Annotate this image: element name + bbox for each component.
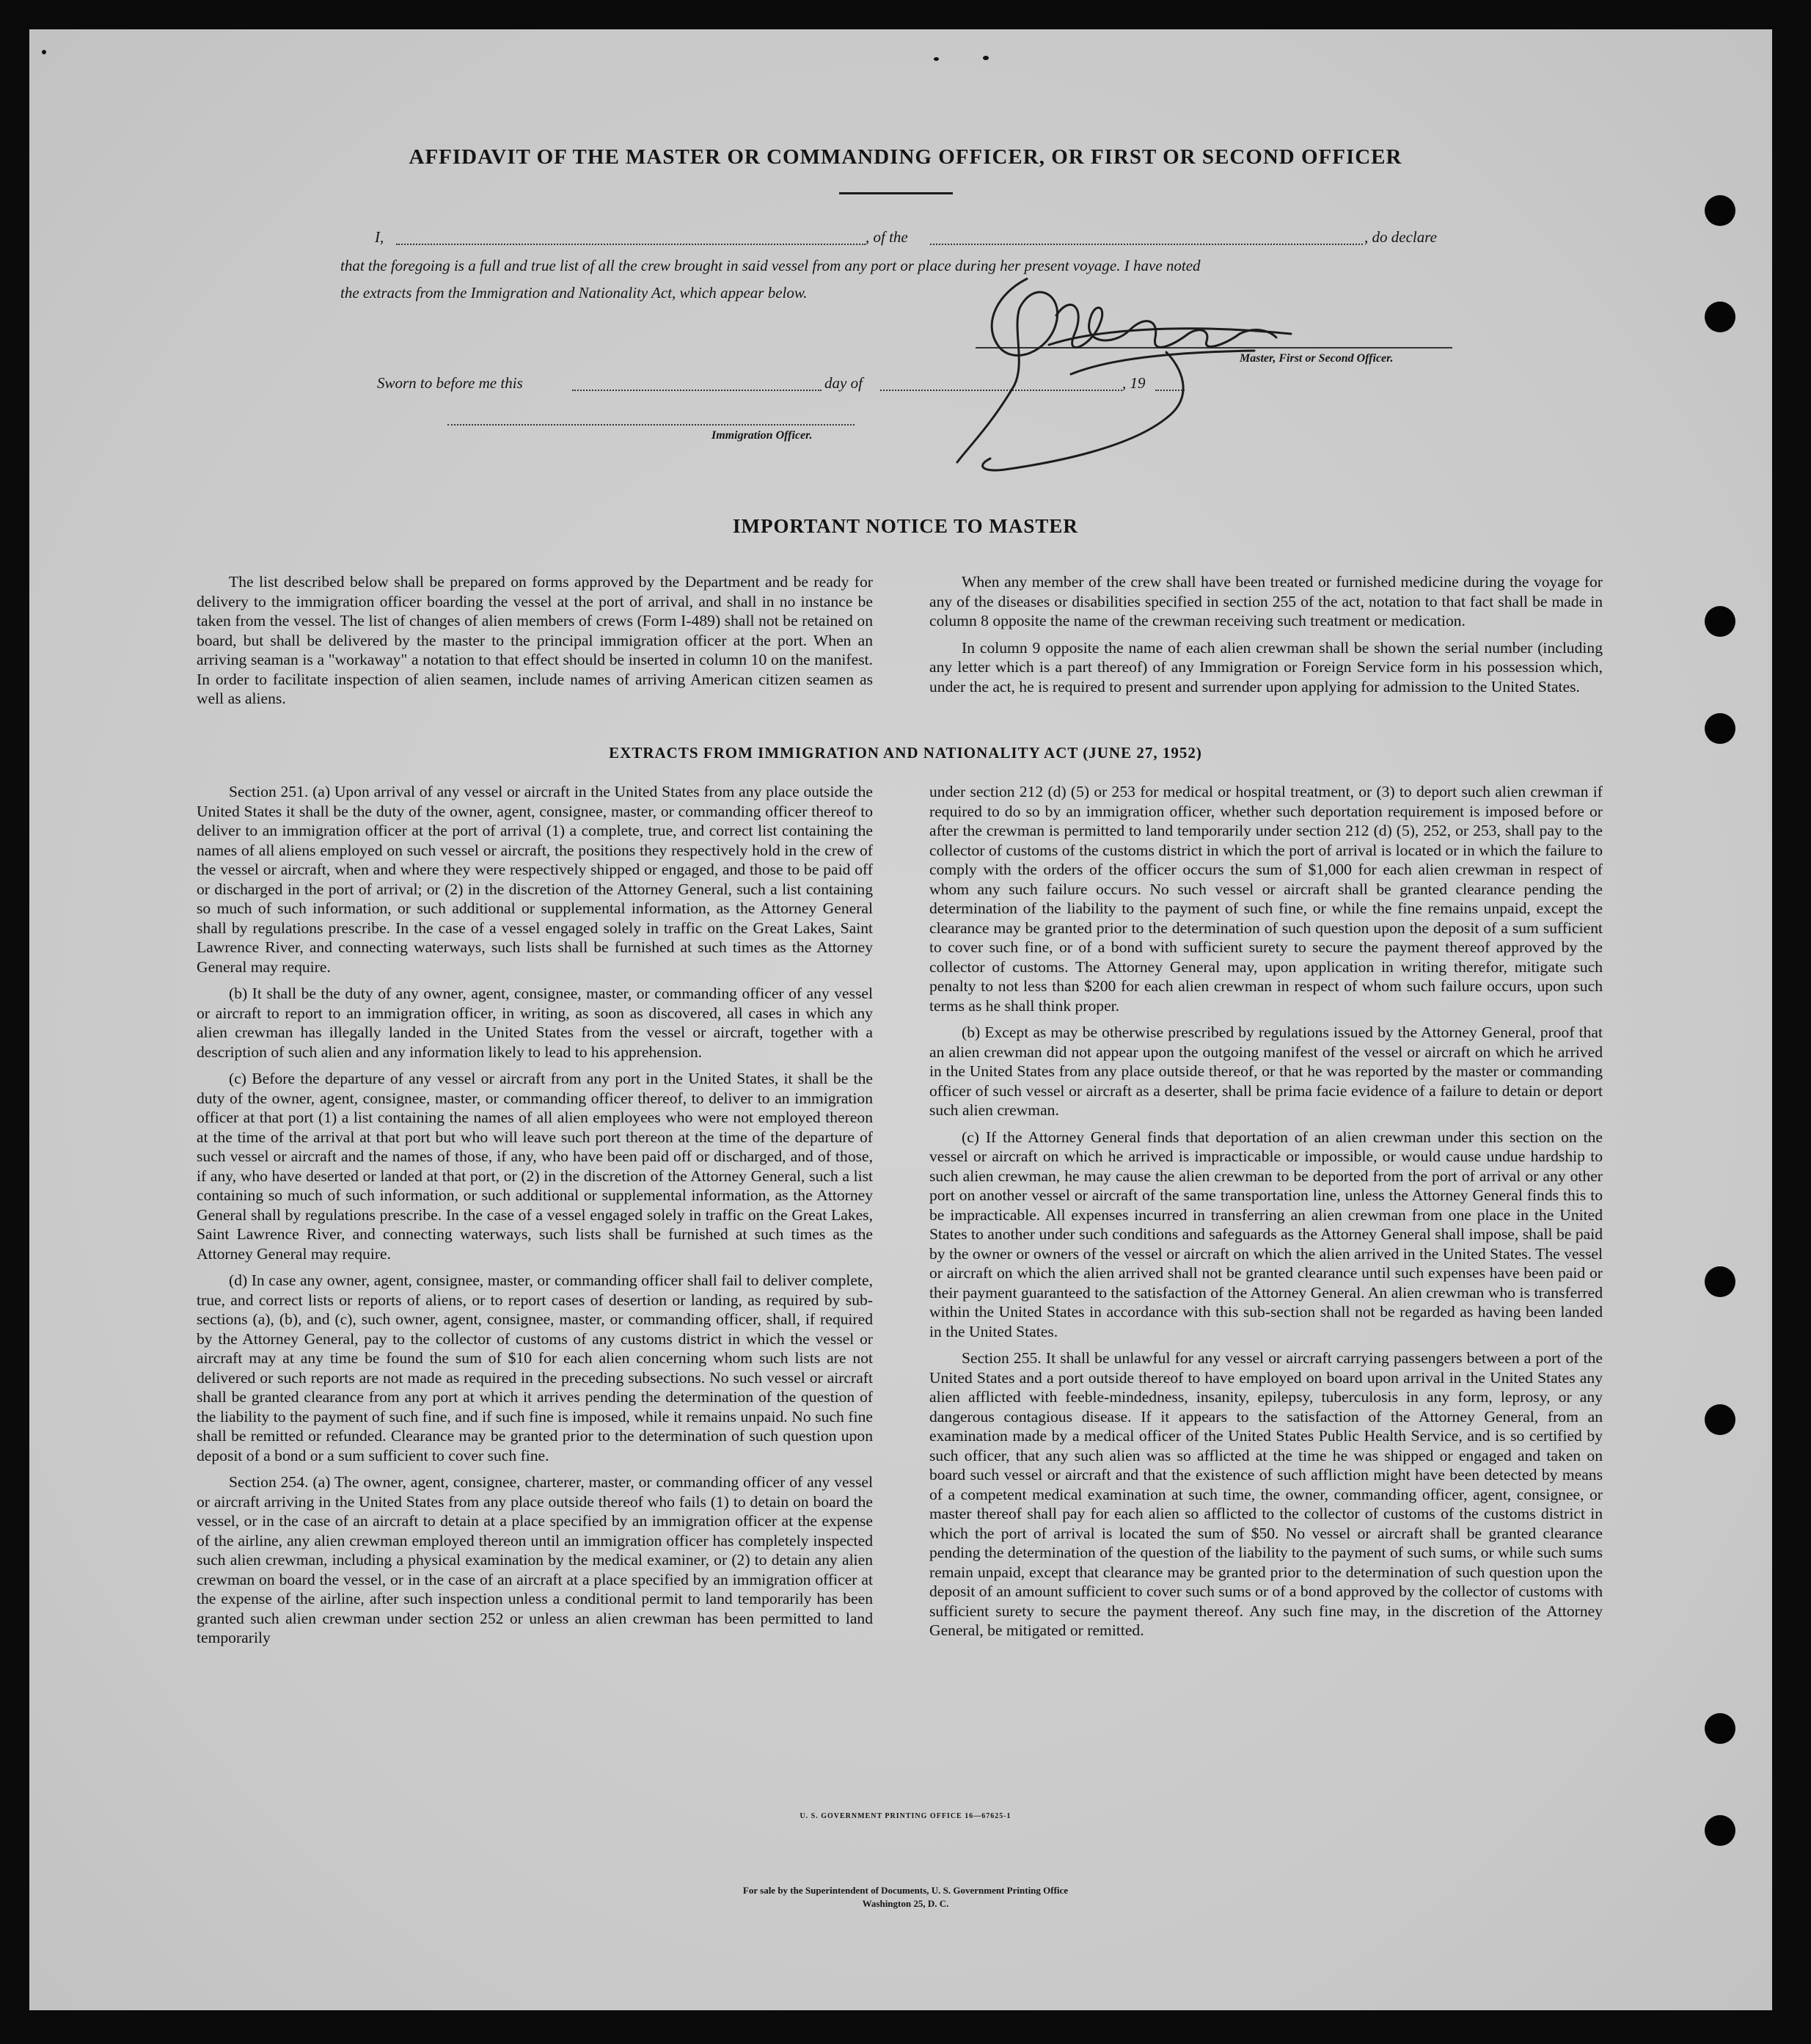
footer-line: For sale by the Superintendent of Documents, U. S. Government Printing Office	[742, 1885, 1069, 1896]
notice-paragraph: In column 9 opposite the name of each alien crewman shall be shown the serial number (including any letter which is a part thereof) of any Immigration or Foreign Service form in his possession which, under the act, he is required to present and surrender upon applying for admission to the United States.	[929, 638, 1603, 696]
extracts-left-column	[197, 782, 873, 1648]
immigration-officer-caption: Immigration Officer.	[711, 429, 813, 442]
ink-speck	[934, 57, 939, 61]
act-section-254-a: Section 254. (a) The owner, agent, consignee, charterer, master, or commanding officer of any vessel or aircraft arriving in the United States from any place outside thereof who fails (1) to detain on board the vessel, or in the case of an aircraft to detain at a place specified by an immigration officer at the expense of the airline, any alien crewman employed thereon until an immigration officer has completely inspected such alien crewman, including a physical examination by the medical examiner, or (2) to detain any alien crewman on board the vessel, or in the case of an aircraft at a place specified by an immigration officer at the expense of the airline, after such inspection unless a conditional permit to land temporarily has been granted such alien crewman under section 252 or unless an alien crewman has been permitted to land temporarily	[197, 1473, 873, 1646]
punch-hole	[1705, 606, 1735, 637]
ink-speck	[42, 50, 46, 54]
declare-suffix: , do declare	[1364, 228, 1437, 246]
act-section-251-c: (c) Before the departure of any vessel or aircraft from any port in the United States, it shall be the duty of the owner, agent, consignee, master, or commanding officer thereof, to deliver to an immigration officer at that port (1) a list containing the names of all alien employees who were not employed thereon at the time of the arrival at that port but who will leave such port thereon at the time of the departure of such vessel or aircraft and the names of those, if any, who have been paid off or discharged, and of those, if any, who have deserted or landed at that port, or (2) in the discretion of the Attorney General, such a list containing so much of such information, or such additional or supplemental information, as the Attorney General shall by regulations prescribe. In the case of a vessel engaged solely in traffic on the Great Lakes, Saint Lawrence River, and connecting waterways, such lists shall be furnished at such times as the Attorney General may require.	[197, 1070, 873, 1263]
punch-hole	[1705, 1404, 1735, 1435]
punch-hole	[1705, 1713, 1735, 1744]
sworn-prefix: Sworn to before me this	[377, 374, 523, 392]
declarant-name-field[interactable]	[396, 244, 866, 245]
affidavit-statement-line: the extracts from the Immigration and Nationality Act, which appear below.	[340, 284, 808, 302]
notice-paragraph: When any member of the crew shall have been treated or furnished medicine during the voyage for any of the diseases or disabilities specified in section 255 of the act, notation to that fact shall be made in column 8 opposite the name of the crewman receiving such treatment or medication.	[929, 573, 1603, 629]
signature-stroke	[1071, 351, 1254, 374]
title-rule	[839, 192, 953, 194]
punch-hole	[1705, 195, 1735, 226]
printer-imprint: U. S. GOVERNMENT PRINTING OFFICE 16—67625-1	[800, 1812, 1011, 1820]
vessel-name-field[interactable]	[930, 244, 1363, 245]
signature-stroke	[1056, 304, 1130, 347]
notice-right-column	[929, 572, 1603, 696]
signature-stroke	[957, 279, 1058, 462]
signature-stroke	[1130, 321, 1276, 348]
punch-hole	[1705, 713, 1735, 744]
sworn-day-field[interactable]	[572, 390, 822, 391]
vessel-prefix: , of the	[866, 228, 908, 246]
signer-caption: Master, First or Second Officer.	[1240, 352, 1394, 365]
act-section-254-c: (c) If the Attorney General finds that deportation of an alien crewman under this section on the vessel or aircraft on which he arrived is impracticable or impossible, or would cause undue hardship to such alien crewman, he may cause the alien crewman to be deported from the port of arrival or any other port on another vessel or aircraft of the same transportation line, unless the Attorney General finds this to be impracticable. All expenses incurred in transferring an alien crewman from one place in the United States to another under such conditions and safeguards as the Attorney General shall impose, shall be paid by the owner or owners of the vessel or aircraft on which the alien arrived in the United States. The vessel or aircraft on which the alien arrived shall not be granted clearance until such expenses have been paid or their payment guaranteed to the satisfaction of the Attorney General. An alien crewman who is transferred within the United States in accordance with this sub-section shall not be regarded as having been landed in the United States.	[929, 1128, 1603, 1340]
footer	[0, 1884, 1811, 1910]
sworn-day-of: day of	[824, 374, 863, 392]
act-section-254-a-continued: under section 212 (d) (5) or 253 for medical or hospital treatment, or (3) to deport such alien crewman if required to do so by an immigration officer, whether such deportation requirement is imposed before or after the crewman is permitted to land temporarily under section 212 (d) (5), 252, or 253, shall pay to the collector of customs of the customs district in which the port of arrival is located or in which the failure to comply with the orders of the officer occurs the sum of $1,000 for each alien crewman in respect of whom any such failure occurs. No such vessel or aircraft shall be granted clearance pending the determination of the liability to the payment of such fine, or while the fine remains unpaid, except the clearance may be granted prior to the determination of such question upon the deposit of a sum sufficient to cover such fine, or of a bond with sufficient surety to secure the payment thereof approved by the collector of customs. The Attorney General may, upon application in writing therefor, mitigate such penalty to not less than $200 for each alien crewman in respect of whom such failure occurs, upon such terms as he shall think proper.	[929, 783, 1603, 1015]
affidavit-statement-line: that the foregoing is a full and true list of all the crew brought in said vessel from any port or place during her present voyage. I have noted	[340, 257, 1201, 274]
notice-paragraph: The list described below shall be prepared on forms approved by the Department and be ready for delivery to the immigration officer boarding the vessel at the port of arrival, and shall in no instance be taken from the vessel. The list of changes of alien members of crews (Form I-489) shall not be retained on board, but shall be delivered by the master to the principal immigration officer at the port. When an arriving seaman is a "workaway" a notation to that effect should be inserted in column 10 on the manifest. In order to facilitate inspection of alien seamen, include names of arriving American citizen seamen as well as aliens.	[197, 573, 873, 707]
extracts-title: EXTRACTS FROM IMMIGRATION AND NATIONALITY ACT (JUNE 27, 1952)	[609, 744, 1202, 762]
extracts-right-column	[929, 782, 1603, 1640]
punch-hole	[1705, 1266, 1735, 1297]
notice-title: IMPORTANT NOTICE TO MASTER	[733, 515, 1078, 537]
act-section-255: Section 255. It shall be unlawful for any vessel or aircraft carrying passengers between a port of the United States and a port outside thereof to have employed on board upon arrival in the United States any alien afflicted with feeble-mindedness, insanity, epilepsy, tuberculosis in any form, leprosy, or any dangerous contagious disease. If it appears to the satisfaction of the Attorney General, from an examination made by a medical officer of the United States Public Health Service, and is so certified by such officer, that any such alien was so afflicted at the time he was shipped or engaged and taken on board such vessel or aircraft and that the existence of such affliction might have been detected by means of a competent medical examination at such time, the owner, commanding officer, agent, consignee, or master thereof shall pay for each alien so afflicted to the collector of customs of the customs district in which the port of arrival is located the sum of $50. No vessel or aircraft shall be granted clearance pending the determination of the question of the liability to the payment of such sums, or while such sums remain unpaid, except that clearance may be granted prior to the determination of such question upon the deposit of an amount sufficient to cover such sums or of a bond approved by the collector of customs with sufficient surety to secure the payment thereof. Any such fine may, in the discretion of the Attorney General, be mitigated or remitted.	[929, 1349, 1603, 1639]
footer-line: Washington 25, D. C.	[862, 1898, 949, 1909]
act-section-251-d: (d) In case any owner, agent, consignee, master, or commanding officer shall fail to deliver complete, true, and correct lists or reports of aliens, or to report cases of desertion or landing, as required by sub-sections (a), (b), and (c), such owner, agent, consignee, master, or commanding officer, shall, if required by the Attorney General, pay to the collector of customs of any customs district in which the vessel or aircraft may at any time be found the sum of $10 for each alien concerning whom such lists are not delivered or such reports are not made as required in the preceding subsections. No such vessel or aircraft shall be granted clearance from any port at which it arrives pending the determination of the question of the liability to the payment of such fine, and if such fine is imposed, while it remains unpaid. No such fine shall be remitted or refunded. Clearance may be granted prior to the determination of such question upon deposit of a bond or a sum sufficient to cover such fine.	[197, 1271, 873, 1464]
act-section-251-b: (b) It shall be the duty of any owner, agent, consignee, master, or commanding officer of any vessel or aircraft to report to an immigration officer, in writing, as soon as discovered, all cases in which any alien crewman has illegally landed in the United States from the vessel or aircraft, together with a description of such alien and any information likely to lead to his apprehension.	[197, 985, 873, 1061]
affidavit-title: AFFIDAVIT OF THE MASTER OR COMMANDING OFFICER, OR FIRST OR SECOND OFFICER	[409, 145, 1402, 169]
notice-left-column	[197, 572, 873, 709]
sworn-year-prefix: , 19	[1122, 374, 1146, 392]
act-section-254-b: (b) Except as may be otherwise prescribed by regulations issued by the Attorney General, proof that an alien crewman did not appear upon the outgoing manifest of the vessel or aircraft on which he arrived in the United States from any place outside thereof, or that he was reported by the master or commanding officer of such vessel or aircraft as a deserter, shall be prima facie evidence of a failure to detain or deport such alien crewman.	[929, 1023, 1603, 1119]
act-section-251-a: Section 251. (a) Upon arrival of any vessel or aircraft in the United States from any place outside the United States it shall be the duty of the owner, agent, consignee, master, or commanding officer thereof to deliver to an immigration officer at the port of arrival (1) a complete, true, and correct list containing the names of all aliens employed on such vessel or aircraft, the positions they respectively hold in the crew of the vessel or aircraft, when and where they were respectively shipped or engaged, and those to be paid off or discharged in the port of arrival; or (2) in the discretion of the Attorney General, such a list containing so much of such information, or such additional or supplemental information, as the Attorney General shall by regulations prescribe. In the case of a vessel engaged solely in traffic on the Great Lakes, Saint Lawrence River, and connecting waterways, such lists shall be furnished at such times as the Attorney General may require.	[197, 783, 873, 976]
immigration-officer-signature-field[interactable]	[447, 424, 855, 426]
punch-hole	[1705, 302, 1735, 332]
declarant-prefix: I,	[375, 228, 384, 246]
ink-speck	[983, 56, 989, 60]
handwritten-signature	[946, 264, 1460, 484]
